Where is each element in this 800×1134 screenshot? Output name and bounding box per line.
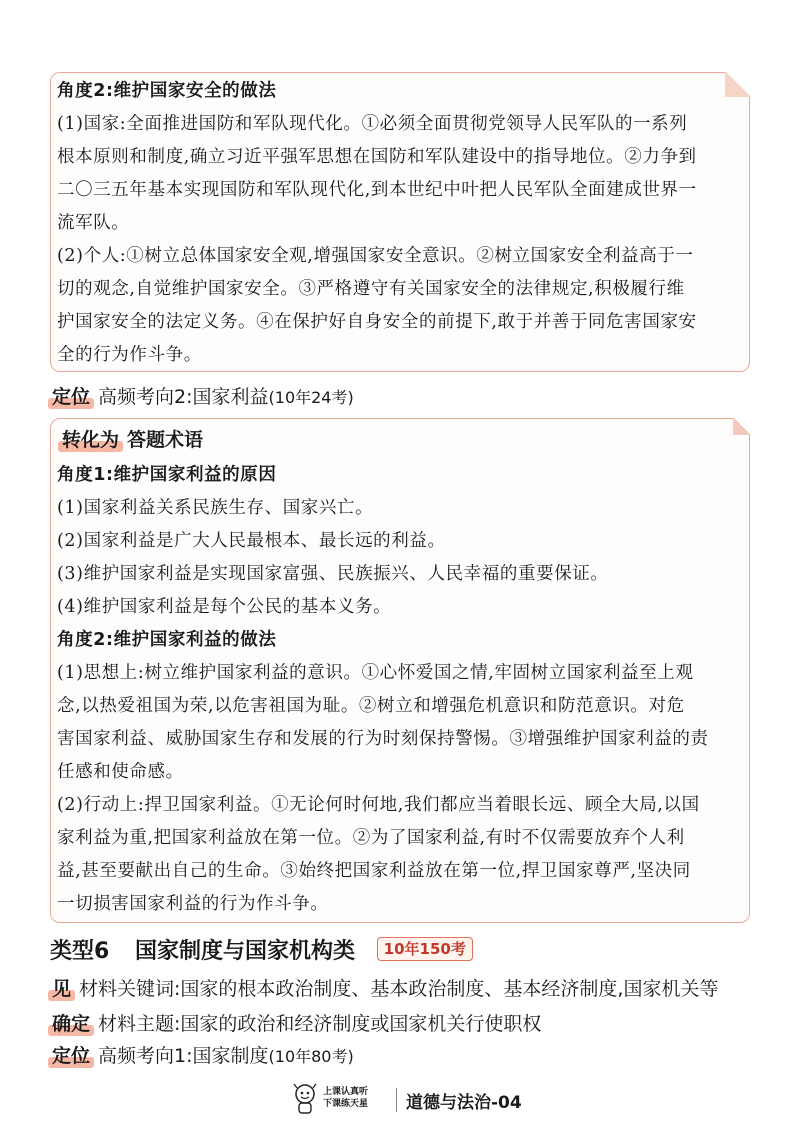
section-heading xyxy=(50,383,354,412)
locate-line xyxy=(50,1042,354,1071)
theme-line xyxy=(50,1010,541,1038)
footer-divider xyxy=(396,1088,397,1112)
section-tag: 定位 xyxy=(50,383,94,411)
box1-line: (1)国家:全面推进国防和军队现代化。①必须全面贯彻党领导人民军队的一系列 xyxy=(57,114,688,134)
chapter-heading xyxy=(50,935,473,969)
box2-line: (2)国家利益是广大人民最根本、最长远的利益。 xyxy=(57,531,446,551)
box2-line: 一切损害国家利益的行为作斗争。 xyxy=(57,894,329,914)
keyword-tag: 见 xyxy=(50,975,75,1003)
section-text: 高频考向2:国家利益 xyxy=(98,386,269,408)
theme-text: 材料主题:国家的政治和经济制度或国家机关行使职权 xyxy=(98,1013,542,1035)
box1-line: (2)个人:①树立总体国家安全观,增强国家安全意识。②树立国家安全利益高于一 xyxy=(57,246,694,266)
box2-title: 答题术语 xyxy=(127,429,204,451)
box1-line: 二〇三五年基本实现国防和军队现代化,到本世纪中叶把人民军队全面建成世界一 xyxy=(57,180,697,200)
page-fold-decoration xyxy=(725,71,751,97)
locate-count: (10年80考) xyxy=(268,1047,354,1066)
box1-heading: 角度2:维护国家安全的做法 xyxy=(57,81,277,101)
mascot-logo-icon xyxy=(290,1082,320,1116)
box2-subheading: 角度1:维护国家利益的原因 xyxy=(57,465,277,485)
footer-page-title: 道德与法治-04 xyxy=(406,1093,522,1113)
box2-line: 益,甚至要献出自己的生命。③始终把国家利益放在第一位,捍卫国家尊严,坚决同 xyxy=(57,861,691,881)
box2-line: (1)思想上:树立维护国家利益的意识。①心怀爱国之情,牢固树立国家利益至上观 xyxy=(57,663,694,683)
box2-line: 害国家利益、威胁国家生存和发展的行为时刻保持警惕。③增强维护国家利益的责 xyxy=(57,729,709,749)
box2-subheading: 角度2:维护国家利益的做法 xyxy=(57,630,277,650)
box2-heading xyxy=(60,426,203,454)
box2-line: (4)维护国家利益是每个公民的基本义务。 xyxy=(57,597,392,617)
chapter-title: 国家制度与国家机构类 xyxy=(134,939,355,964)
box2-line: (3)维护国家利益是实现国家富强、民族振兴、人民幸福的重要保证。 xyxy=(57,564,609,584)
chapter-label: 类型6 xyxy=(50,939,110,964)
footer-slogan xyxy=(323,1086,368,1110)
page-footer xyxy=(290,1080,550,1120)
box2-line: (1)国家利益关系民族生存、国家兴亡。 xyxy=(57,498,374,518)
box2-line: (2)行动上:捍卫国家利益。①无论何时何地,我们都应当着眼长远、顾全大局,以国 xyxy=(57,795,700,815)
box2-line: 家利益为重,把国家利益放在第一位。②为了国家利益,有时不仅需要放弃个人利 xyxy=(57,828,685,848)
box2-tag: 转化为 xyxy=(60,426,123,454)
box2-line: 任感和使命感。 xyxy=(57,762,184,782)
box1-line: 护国家安全的法定义务。④在保护好自身安全的前提下,敢于并善于同危害国家安 xyxy=(57,312,697,332)
box1-line: 根本原则和制度,确立习近平强军思想在国防和军队建设中的指导地位。②力争到 xyxy=(57,147,697,167)
keyword-line xyxy=(50,975,718,1003)
box2-line: 念,以热爱祖国为荣,以危害祖国为耻。②树立和增强危机意识和防范意识。对危 xyxy=(57,696,685,716)
theme-tag: 确定 xyxy=(50,1010,94,1038)
slogan-bottom: 下课练天星 xyxy=(323,1099,369,1109)
box1-line: 流军队。 xyxy=(57,213,130,233)
locate-text: 高频考向1:国家制度 xyxy=(98,1045,269,1067)
page-fold-decoration xyxy=(733,417,751,435)
keyword-text: 材料关键词:国家的根本政治制度、基本政治制度、基本经济制度,国家机关等 xyxy=(79,978,719,1000)
locate-tag: 定位 xyxy=(50,1042,94,1070)
section-count: (10年24考) xyxy=(268,388,354,407)
box1-line: 全的行为作斗争。 xyxy=(57,345,202,365)
exam-count-stamp: 10年150考 xyxy=(377,937,473,961)
box1-line: 切的观念,自觉维护国家安全。③严格遵守有关国家安全的法律规定,积极履行维 xyxy=(57,279,685,299)
slogan-top: 上课认真听 xyxy=(323,1087,369,1097)
